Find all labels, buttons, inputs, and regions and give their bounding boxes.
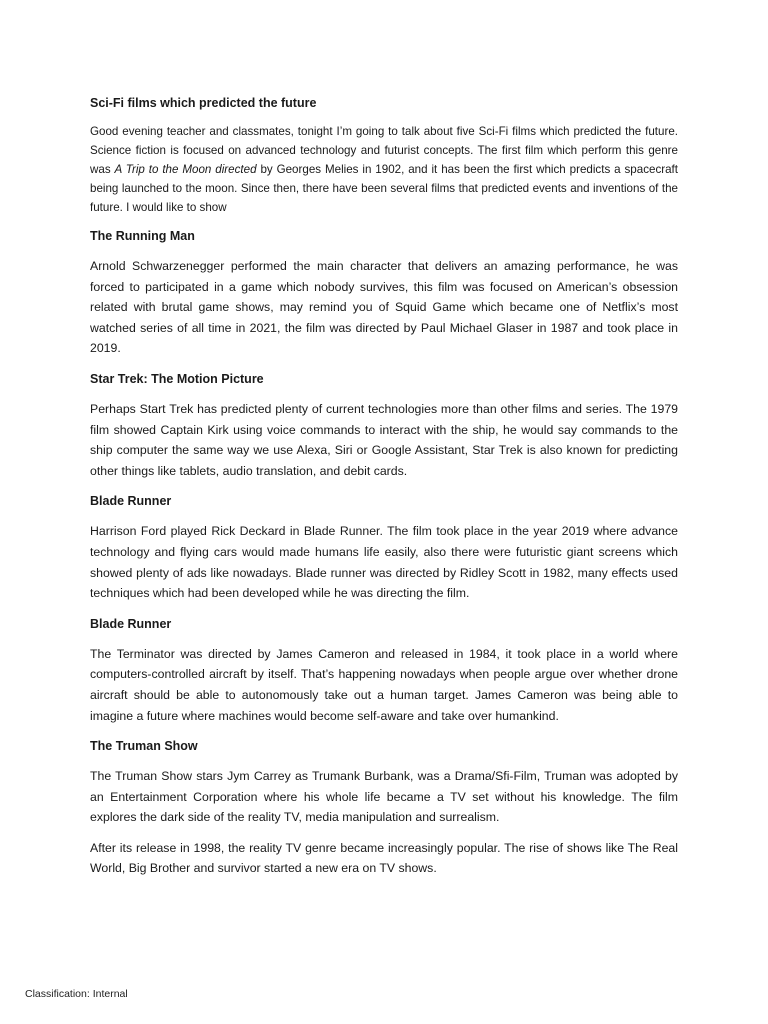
intro-text-start: Good evening teacher and classmates, tonight I’m going to talk about five Sci-Fi films which predicted the future. Science fiction is focused on advanced technology and futurist concepts. The first film which perform this genre was bbox=[90, 125, 678, 176]
section-heading-star-trek: Star Trek: The Motion Picture bbox=[90, 371, 264, 386]
document-title: Sci-Fi films which predicted the future bbox=[90, 96, 317, 110]
paragraph-truman-show-release: After its release in 1998, the reality TV genre became increasingly popular. The rise of shows like The Real World, Big Brother and survivor started a new era on TV shows. bbox=[90, 840, 678, 876]
document-body bbox=[90, 93, 678, 889]
section-heading-running-man: The Running Man bbox=[90, 229, 195, 243]
paragraph-blade-runner: Harrison Ford played Rick Deckard in Blade Runner. The film took place in the year 2019 where advance technology and flying cars would made humans life easily, also there were futuristic giant screens which showed plenty of ads like nowadays. Blade runner was directed by Ridley Scott in 1982, many effects used techniques which had been developed while he was directing the film. bbox=[90, 524, 678, 601]
section-heading-truman-show: The Truman Show bbox=[90, 739, 198, 754]
section-heading-terminator: Blade Runner bbox=[90, 616, 172, 631]
paragraph-truman-show: The Truman Show stars Jym Carrey as Trumank Burbank, was a Drama/Sfi-Film, Truman was adopted by an Entertainment Corporation where his whole life became a TV set without his knowledge. The film explores the dark side of the reality TV, media manipulation and surrealism. bbox=[90, 769, 678, 825]
paragraph-star-trek: Perhaps Start Trek has predicted plenty of current technologies more than other films and series. The 1979 film showed Captain Kirk using voice commands to interact with the ship, he would say commands to the ship computer the same way we use Alexa, Siri or Google Assistant, Star Trek is also known for predicting other things like tablets, audio translation, and debit cards. bbox=[90, 401, 678, 478]
intro-paragraph bbox=[90, 122, 678, 217]
paragraph-running-man: Arnold Schwarzenegger performed the main character that delivers an amazing performance, he was forced to participated in a game which nobody survives, this film was focused on American’s obsession related with brutal game shows, may remind you of Squid Game which became one of Netflix’s most watched series of all time in 2021, the film was directed by Paul Michael Glaser in 1987 and took place in 2019. bbox=[90, 259, 678, 356]
intro-film-title: A Trip to the Moon directed bbox=[114, 163, 257, 176]
paragraph-terminator: The Terminator was directed by James Cameron and released in 1984, it took place in a world where computers-controlled aircraft by itself. That’s happening nowadays when people argue over whether drone aircraft should be able to autonomously take out a human target. James Cameron was being able to imagine a future where machines would become self-aware and take over humankind. bbox=[90, 646, 678, 723]
section-heading-blade-runner: Blade Runner bbox=[90, 494, 172, 509]
classification-label: Classification: Internal bbox=[25, 988, 128, 1000]
intro-text-end: by Georges Melies in 1902, and it has been the first which predicts a spacecraft being launched to the moon. Since then, there have been several films that predicted events and inventions of the future. I would like to show bbox=[90, 163, 678, 214]
